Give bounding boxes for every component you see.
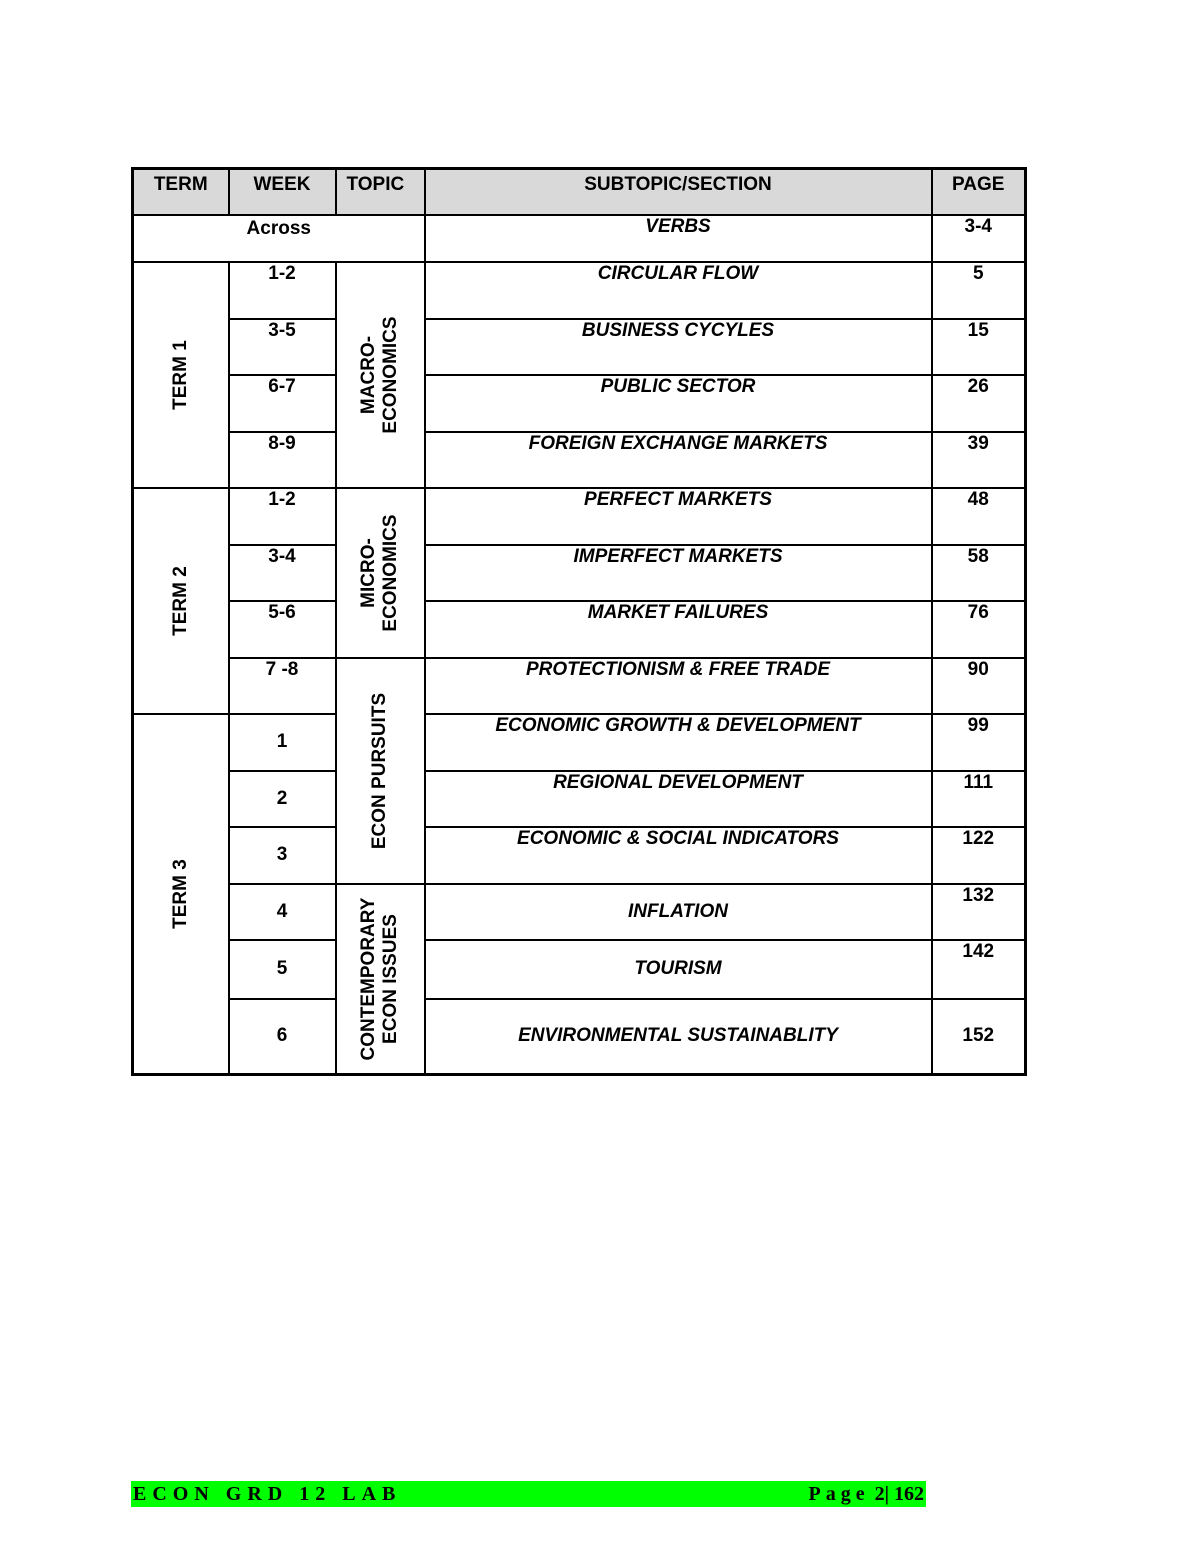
table-row	[133, 319, 1026, 375]
page-cell: 15	[932, 319, 1026, 375]
footer-page-number: 2	[874, 1483, 885, 1505]
table-row	[133, 545, 1026, 601]
table-row	[133, 714, 1026, 771]
page-cell: 152	[932, 999, 1026, 1075]
subtopic-cell: ENVIRONMENTAL SUSTAINABLITY	[425, 999, 932, 1075]
term-label: TERM 1	[169, 339, 191, 410]
term-3-cell	[133, 714, 229, 1075]
table-row	[133, 884, 1026, 940]
topic-label: MICRO-	[358, 537, 379, 608]
week-cell: 5	[229, 940, 336, 999]
topic-contemporary-cell	[336, 884, 425, 1075]
page-cell: 142	[932, 940, 1026, 999]
term-1-cell	[133, 262, 229, 488]
topic-label: ECONOMICS	[380, 513, 401, 632]
week-cell: 3-4	[229, 545, 336, 601]
week-cell: 6	[229, 999, 336, 1075]
page-cell: 90	[932, 658, 1026, 714]
subtopic-cell: PUBLIC SECTOR	[425, 375, 932, 432]
week-cell: 3-5	[229, 319, 336, 375]
table-row	[133, 432, 1026, 488]
page-cell: 111	[932, 771, 1026, 827]
week-cell: 1	[229, 714, 336, 771]
week-cell: 1-2	[229, 488, 336, 545]
subtopic-cell: IMPERFECT MARKETS	[425, 545, 932, 601]
topic-label: ECON PURSUITS	[369, 692, 390, 849]
subtopic-cell: ECONOMIC & SOCIAL INDICATORS	[425, 827, 932, 884]
header-page: PAGE	[932, 169, 1026, 215]
week-cell: 2	[229, 771, 336, 827]
footer-total-pages: 162	[894, 1483, 924, 1505]
topic-micro-cell	[336, 488, 425, 658]
page-cell: 3-4	[932, 215, 1026, 262]
table-row	[133, 375, 1026, 432]
topic-label: CONTEMPORARY	[358, 897, 379, 1061]
subtopic-cell: BUSINESS CYCYLES	[425, 319, 932, 375]
page-cell: 48	[932, 488, 1026, 545]
footer-separator: |	[884, 1483, 889, 1505]
header-term: TERM	[133, 169, 229, 215]
week-cell: 7 -8	[229, 658, 336, 714]
week-cell: 8-9	[229, 432, 336, 488]
topic-label: MACRO-	[358, 335, 379, 414]
table-row	[133, 488, 1026, 545]
footer-page-word: Page	[808, 1483, 870, 1505]
table-row	[133, 999, 1026, 1075]
subtopic-cell: CIRCULAR FLOW	[425, 262, 932, 319]
page-cell: 99	[932, 714, 1026, 771]
footer-course-label: ECON GRD 12 LAB	[133, 1483, 402, 1505]
table-row	[133, 658, 1026, 714]
page-cell: 5	[932, 262, 1026, 319]
table-row	[133, 215, 1026, 262]
topic-label: ECONOMICS	[380, 315, 401, 434]
header-topic: TOPIC	[336, 169, 425, 215]
week-cell: 4	[229, 884, 336, 940]
page-cell: 132	[932, 884, 1026, 940]
week-cell: 3	[229, 827, 336, 884]
table-row	[133, 601, 1026, 658]
subtopic-cell: REGIONAL DEVELOPMENT	[425, 771, 932, 827]
header-week: WEEK	[229, 169, 336, 215]
table-row	[133, 827, 1026, 884]
subtopic-cell: VERBS	[425, 215, 932, 262]
header-row	[133, 169, 1026, 215]
page-cell: 122	[932, 827, 1026, 884]
term-label: TERM 3	[169, 858, 191, 929]
header-subtopic: SUBTOPIC/SECTION	[425, 169, 932, 215]
subtopic-cell: PROTECTIONISM & FREE TRADE	[425, 658, 932, 714]
week-cell: 5-6	[229, 601, 336, 658]
page-footer	[131, 1481, 926, 1507]
page-cell: 26	[932, 375, 1026, 432]
footer-page-info	[809, 1483, 925, 1506]
subtopic-cell: MARKET FAILURES	[425, 601, 932, 658]
page-cell: 76	[932, 601, 1026, 658]
topic-label: ECON ISSUES	[380, 913, 401, 1044]
table-row	[133, 771, 1026, 827]
across-cell: Across	[133, 215, 425, 262]
term-2-cell	[133, 488, 229, 714]
subtopic-cell: TOURISM	[425, 940, 932, 999]
week-cell: 1-2	[229, 262, 336, 319]
subtopic-cell: FOREIGN EXCHANGE MARKETS	[425, 432, 932, 488]
table-row	[133, 262, 1026, 319]
subtopic-cell: ECONOMIC GROWTH & DEVELOPMENT	[425, 714, 932, 771]
topic-macro-cell	[336, 262, 425, 488]
term-label: TERM 2	[169, 565, 191, 636]
contents-table	[131, 167, 1027, 1076]
week-cell: 6-7	[229, 375, 336, 432]
page-cell: 39	[932, 432, 1026, 488]
topic-pursuits-cell	[336, 658, 425, 884]
subtopic-cell: INFLATION	[425, 884, 932, 940]
page-cell: 58	[932, 545, 1026, 601]
table-row	[133, 940, 1026, 999]
subtopic-cell: PERFECT MARKETS	[425, 488, 932, 545]
